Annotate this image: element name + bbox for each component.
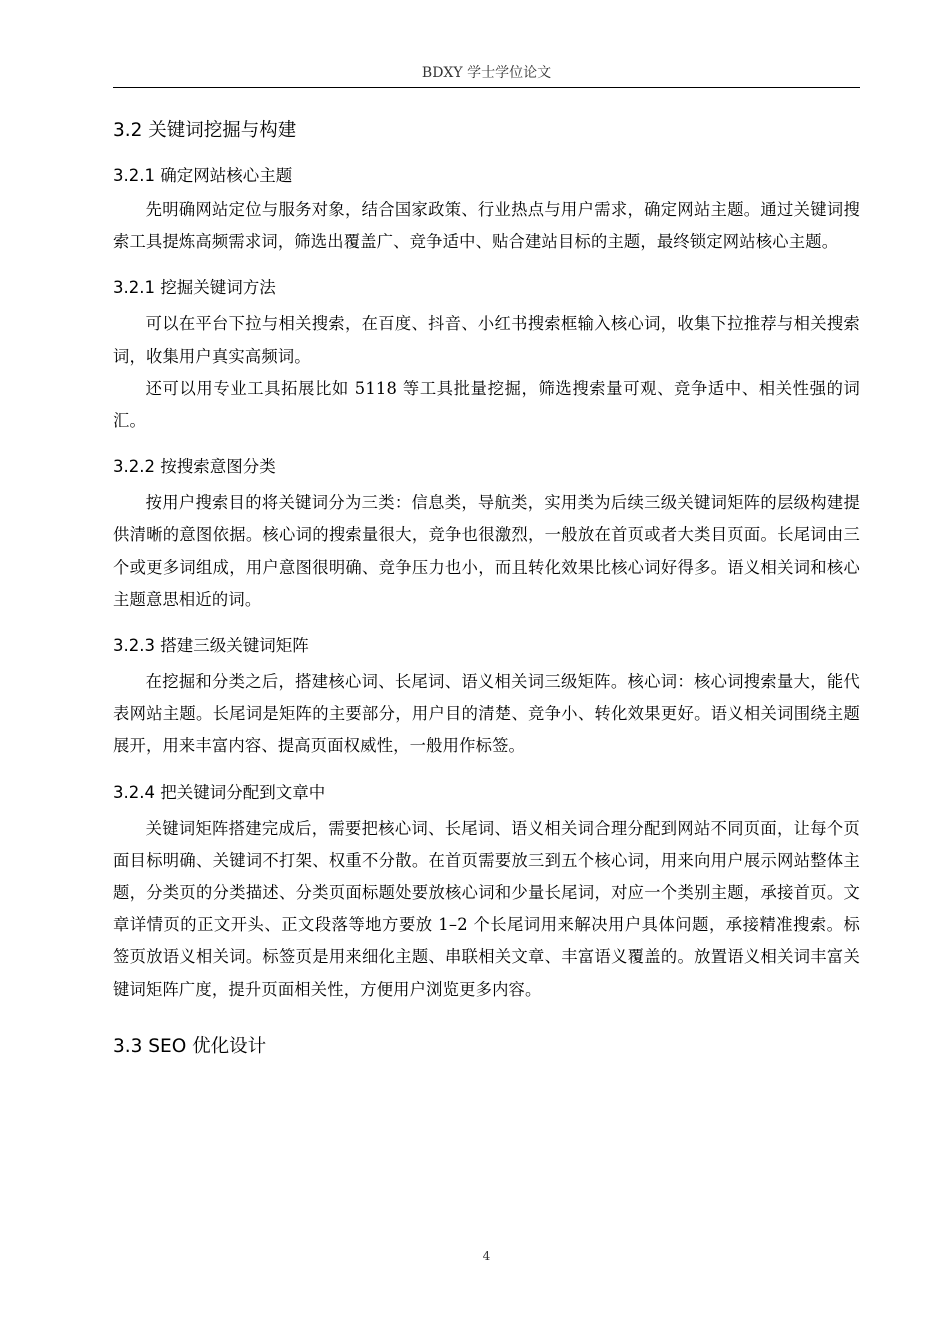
paragraph: 关键词矩阵搭建完成后，需要把核心词、长尾词、语义相关词合理分配到网站不同页面，让每个页面目标明确、关键词不打架、权重不分散。在首页需要放三到五个核心词，用来向用户展示网站整体主题，分类页的分类描述、分类页面标题处要放核心词和少量长尾词，对应一个类别主题，承接首页。文章详情页的正文开头、正文段落等地方要放 1–2 个长尾词用来解决用户具体问题，承接精准搜索。标签页放语义相关词。标签页是用来细化主题、串联相关文章、丰富语义覆盖的。放置语义相关词丰富关键词矩阵广度，提升页面相关性，方便用户浏览更多内容。 [113,818,860,999]
page-body [113,112,860,1068]
subsection-heading-3-2-2: 3.2.2 按搜索意图分类 [113,457,276,477]
section-heading-3-2: 3.2 关键词挖掘与构建 [113,120,297,141]
page-number: 4 [482,1249,491,1263]
section-heading-3-3: 3.3 SEO 优化设计 [113,1035,267,1057]
subsection-heading-3-2-1-method: 3.2.1 挖掘关键词方法 [113,278,276,298]
subsection-heading-3-2-3: 3.2.3 搭建三级关键词矩阵 [113,636,309,656]
paragraph: 按用户搜索目的将关键词分为三类：信息类，导航类，实用类为后续三级关键词矩阵的层级构建提供清晰的意图依据。核心词的搜索量很大，竞争也很激烈，一般放在首页或者大类目页面。长尾词由三个或更多词组成，用户意图很明确、竞争压力也小，而且转化效果比核心词好得多。语义相关词和核心主题意思相近的词。 [113,493,860,609]
running-header: BDXY 学士学位论文 [421,65,552,81]
header-divider [113,87,860,88]
subsection-heading-3-2-1-topic: 3.2.1 确定网站核心主题 [113,166,293,185]
subsection-heading-3-2-4: 3.2.4 把关键词分配到文章中 [113,782,326,802]
paragraph: 还可以用专业工具拓展比如 5118 等工具批量挖掘，筛选搜索量可观、竞争适中、相关性强的词汇。 [113,378,860,431]
paragraph: 可以在平台下拉与相关搜索，在百度、抖音、小红书搜索框输入核心词，收集下拉推荐与相关搜索词，收集用户真实高频词。 [113,314,860,366]
paragraph: 先明确网站定位与服务对象，结合国家政策、行业热点与用户需求，确定网站主题。通过关键词搜索工具提炼高频需求词，筛选出覆盖广、竞争适中、贴合建站目标的主题，最终锁定网站核心主题。 [113,200,860,252]
paragraph: 在挖掘和分类之后，搭建核心词、长尾词、语义相关词三级矩阵。核心词：核心词搜索量大，能代表网站主题。长尾词是矩阵的主要部分，用户目的清楚、竞争小、转化效果更好。语义相关词围绕主题展开，用来丰富内容、提高页面权威性，一般用作标签。 [113,672,860,756]
